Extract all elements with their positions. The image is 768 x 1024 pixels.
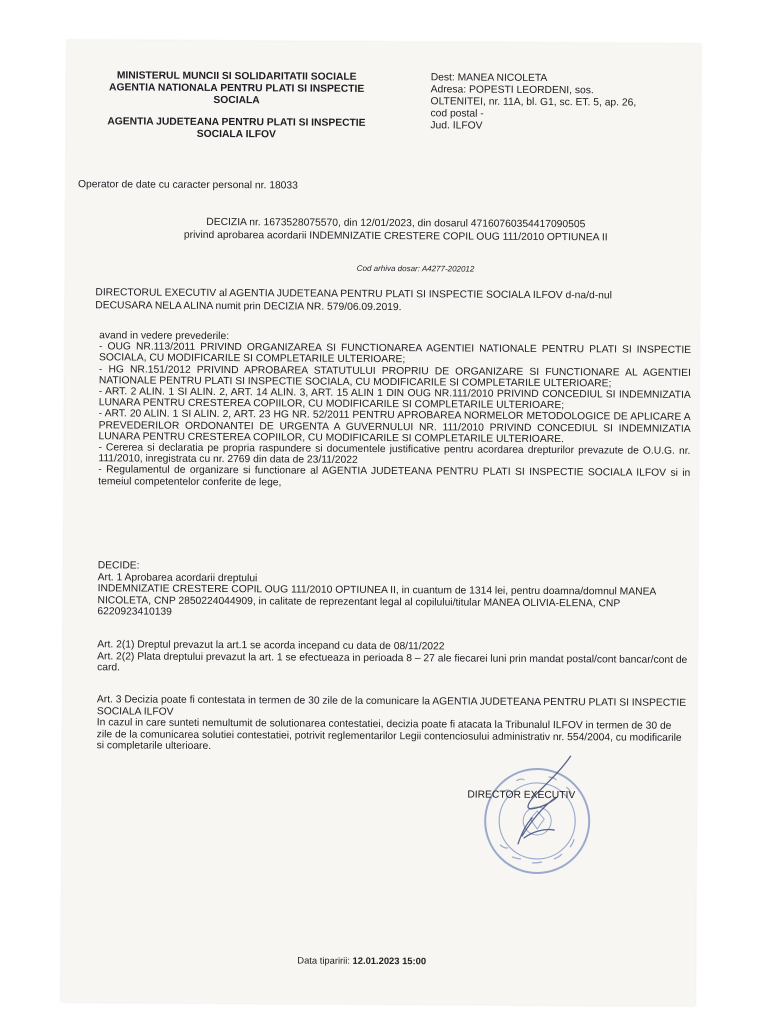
director-statement — [95, 286, 685, 316]
article-1-title: Art. 1 Aprobarea acordarii dreptului — [97, 571, 258, 584]
issuer-line-2: AGENTIA NATIONALA PENTRU PLATI SI INSPECTIE — [109, 82, 365, 95]
legal-item-6: - Regulamentul de organizare si functionare al AGENTIA JUDETEANA PENTRU PLATI SI INSPECTIE SOCIALA ILFOV si in temeiul competentelor conferite de lege, — [98, 464, 691, 489]
decision-number: DECIZIA nr. 1673528075570, din 12/01/2023, din dosarul 47160760354417090505 — [206, 216, 586, 231]
recipient-address — [430, 72, 692, 134]
legal-intro: avand in vedere prevederile: — [99, 330, 230, 343]
recipient-line-2: Adresa: POPESTI LEORDENI, sos. — [430, 84, 594, 97]
decision-subject: privind aprobarea acordarii INDEMNIZATIE CRESTERE COPIL OUG 111/2010 OPTIUNEA II — [183, 229, 608, 244]
article-1-text: INDEMNIZATIE CRESTERE COPIL OUG 111/2010 OPTIUNEA II, in cuantum de 1314 lei, pentru doamna/domnul MANEA NICOLETA, CNP 2850224044909, in calitate de reprezentant legal al copilului/titular MANEA OLIVIA-ELENA, CNP 6220923410139 — [97, 583, 656, 619]
legal-item-4: - ART. 20 ALIN. 1 SI ALIN. 2, ART. 23 HG NR. 52/2011 PENTRU APROBAREA NORMELOR METODOLOGICE DE APLICARE A PREVEDERILOR ORDONANTEI DE URGENTA A GUVERNULUI NR. 111/2010 PRIVIND CONCEDIUL SI INDEMNIZATIA LUNARA PENTRU CRESTEREA COPIILOR, CU MODIFICARILE SI COMPLETARILE ULTERIOARE. — [98, 408, 691, 445]
decide-heading: DECIDE: — [97, 560, 140, 572]
legal-item-2: - HG NR.151/2012 PRIVIND APROBAREA STATUTULUI PROPRIU DE ORGANIZARE SI FUNCTIONARE AL AGENTIEI NATIONALE PENTRU PLATI SI INSPECTIE SOCIALA, CU MODIFICARILE SI COMPLETARILE ULTERIOARE; — [98, 363, 691, 390]
legal-basis — [98, 330, 691, 490]
legal-item-5: - Cererea si declaratia pe propria raspundere si documentele justificative pentru acordarea drepturilor prevazute de O.U.G. nr. 111/2010, inregistrata cu nr. 2769 din data de 23/11/2022 — [98, 442, 691, 467]
issuer-line-1: MINISTERUL MUNCII SI SOLIDARITATII SOCIALE — [116, 70, 357, 83]
article-2-paragraph-1: Art. 2(1) Dreptul prevazut la art.1 se acorda incepand cu data de 08/11/2022 — [97, 639, 445, 653]
legal-item-1: - OUG NR.113/2011 PRIVIND ORGANIZAREA SI FUNCTIONAREA AGENTIEI NATIONALE PENTRU PLATI SI INSPECTIE SOCIALA, CU MODIFICARILE SI COMPLETARILE ULTERIOARE; — [98, 341, 692, 366]
print-date — [297, 954, 426, 966]
legal-item-3: - ART. 2 ALIN. 1 SI ALIN. 2, ART. 14 ALIN. 3, ART. 15 ALIN 1 DIN OUG NR.111/2010 PRIVIND CONCEDIUL SI INDEMNIZATIA LUNARA PENTRU CRESTEREA COPIILOR, CU MODIFICARILE SI COMPLETARILE ULTERIOARE; — [98, 386, 691, 412]
director-line-2: DECUSARA NELA ALINA numit prin DECIZIA NR. 579/06.09.2019. — [95, 300, 402, 314]
article-2 — [97, 639, 689, 677]
archive-code: Cod arhiva dosar: A4277-202012 — [356, 263, 475, 274]
print-date-value: 12.01.2023 15:00 — [352, 954, 427, 967]
article-3 — [97, 694, 689, 756]
handwritten-signature — [492, 748, 623, 869]
issuer-line-5: SOCIALA ILFOV — [196, 128, 276, 141]
operator-number: Operator de date cu caracter personal nr. 18033 — [78, 179, 298, 192]
recipient-line-1: Dest: MANEA NICOLETA — [430, 72, 548, 85]
issuer-line-3: SOCIALA — [213, 94, 260, 107]
decide-section — [97, 560, 689, 622]
signature-title: DIRECTOR EXECUTIV — [467, 789, 576, 802]
recipient-line-5: Jud. ILFOV — [430, 120, 483, 132]
issuer-line-4: AGENTIA JUDETEANA PENTRU PLATI SI INSPECTIE — [107, 116, 366, 129]
print-date-label: Data tiparirii: — [297, 954, 350, 966]
recipient-line-4: cod postal - — [430, 108, 484, 120]
article-3-paragraph-2: In cazul in care sunteti nemultumit de solutionarea contestatiei, decizia poate fi atacata la Tribunalul ILFOV in termen de 30 de zile de la comunicarea solutiei contestatiei, potrivit reglementarilor Legii contenciosului administrativ nr. 554/2004, cu modificarile si completarile ulterioare. — [96, 717, 682, 753]
article-3-paragraph-1: Art. 3 Decizia poate fi contestata in termen de 30 zile de la comunicare la AGENTIA JUDETEANA PENTRU PLATI SI INSPECTIE SOCIALA ILFOV — [96, 694, 687, 718]
decision-title — [126, 215, 666, 244]
issuer-header — [86, 70, 386, 142]
document-page — [61, 40, 701, 1006]
director-line-1: DIRECTORUL EXECUTIV al AGENTIA JUDETEANA PENTRU PLATI SI INSPECTIE SOCIALA ILFOV d-na/d-nul — [95, 287, 612, 302]
recipient-line-3: OLTENITEI, nr. 11A, bl. G1, sc. ET. 5, ap. 26, — [430, 96, 637, 109]
article-2-paragraph-2: Art. 2(2) Plata dreptului prevazut la art. 1 se efectueaza in perioada 8 – 27 ale fiecarei luni prin mandat postal/cont bancar/cont de card. — [97, 650, 688, 674]
